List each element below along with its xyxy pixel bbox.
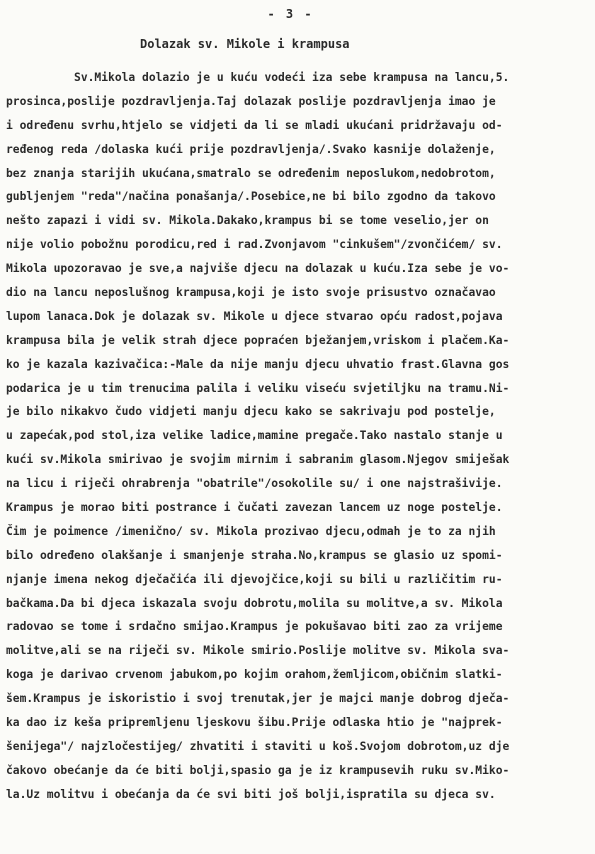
text-line: dio na lancu neposlušnog krampusa,koji je isto svoje prisustvo označavao — [6, 286, 496, 300]
text-line: prosinca,poslije pozdravljenja.Taj dolazak poslije pozdravljenja imao je — [6, 94, 496, 108]
text-line: nešto zapazi i vidi sv. Mikola.Dakako,krampus bi se tome veselio,jer on — [6, 214, 489, 228]
text-line: podarica je u tim trenucima palila i veliku viseću svjetiljku na tramu.Ni- — [6, 381, 510, 395]
text-line: lupom lanaca.Dok je dolazak sv. Mikole u djece stvarao opću radost,pojava — [6, 309, 503, 323]
text-line: Mikola upozoravao je sve,a najviše djecu na dolazak u kuću.Iza sebe je vo- — [6, 262, 510, 276]
text-line: bilo određeno olakšanje i smanjenje straha.No,krampus se glasio uz spomi- — [6, 548, 503, 562]
page-number: - 3 - — [267, 7, 314, 21]
text-line: čakovo obećanje da će biti bolji,spasio ga je iz krampusevih ruku sv.Miko- — [6, 763, 510, 777]
text-line: na licu i riječi ohrabrenja "obatrile"/osokolile su/ i one najstrašivije. — [6, 477, 503, 491]
text-line: njanje imena nekog dječačića ili djevojčice,koji su bili u različitim ru- — [6, 572, 503, 586]
text-line: Krampus je morao biti postrance i čučati zavezan lancem uz noge postelje. — [6, 501, 503, 515]
text-line: molitve,ali se na riječi sv. Mikole smirio.Poslije molitve sv. Mikola sva- — [6, 644, 510, 658]
text-line: koga je darivao crvenom jabukom,po kojim orahom,žemljicom,običnim slatki- — [6, 668, 503, 682]
text-line: je bilo nikakvo čudo vidjeti manju djecu kako se sakrivaju pod postelje, — [6, 405, 496, 419]
text-line: šenijega"/ najzločestijeg/ zhvatiti i staviti u koš.Svojom dobrotom,uz dje — [6, 739, 510, 753]
text-line: Čim je poimence /imenično/ sv. Mikola prozivao djecu,odmah je to za njih — [6, 524, 496, 538]
text-line: la.Uz molitvu i obećanja da će svi biti još bolji,ispratila su djeca sv. — [6, 787, 496, 801]
text-line: kući sv.Mikola smirivao je svojim mirnim i sabranim glasom.Njegov smiješak — [6, 453, 510, 467]
text-line: bez znanja starijih ukućana,smatralo se određenim neposlukom,nedobrotom, — [6, 166, 496, 180]
text-line: i određenu svrhu,htjelo se vidjeti da li se mladi ukućani pridržavaju od- — [6, 118, 503, 132]
text-line: Sv.Mikola dolazio je u kuću vodeći iza sebe krampusa na lancu,5. — [6, 71, 510, 84]
text-line: bačkama.Da bi djeca iskazala svoju dobrotu,molila su molitve,a sv. Mikola — [6, 596, 503, 610]
text-line: nije volio pobožnu porodicu,red i rad.Zvonjavom "cinkušem"/zvončićem/ sv. — [6, 238, 503, 252]
text-line: šem.Krampus je iskoristio i svoj trenutak,jer je majci manje dobrog dječa- — [6, 692, 510, 706]
text-line: ka dao iz keša pripremljenu ljeskovu šibu.Prije odlaska htio je "najprek- — [6, 716, 503, 730]
text-line: ko je kazala kazivačica:-Male da nije manju djecu uhvatio frast.Glavna gos — [6, 357, 510, 371]
text-line: ređenog reda /dolaska kući prije pozdravljenja/.Svako kasnije dolaženje, — [6, 142, 496, 156]
text-line: radovao se tome i srdačno smijao.Krampus je pokušavao biti zao za vrijeme — [6, 620, 503, 634]
text-line: krampusa bila je velik strah djece popraćen bježanjem,vriskom i plačem.Ka- — [6, 333, 510, 347]
document-body — [6, 66, 575, 807]
text-line: u zapećak,pod stol,iza velike ladice,mamine pregače.Tako nastalo stanje u — [6, 429, 503, 443]
text-line: gubljenjem "reda"/načina ponašanja/.Posebice,ne bi bilo zgodno da takovo — [6, 190, 496, 204]
document-title: Dolazak sv. Mikole i krampusa — [140, 37, 350, 51]
